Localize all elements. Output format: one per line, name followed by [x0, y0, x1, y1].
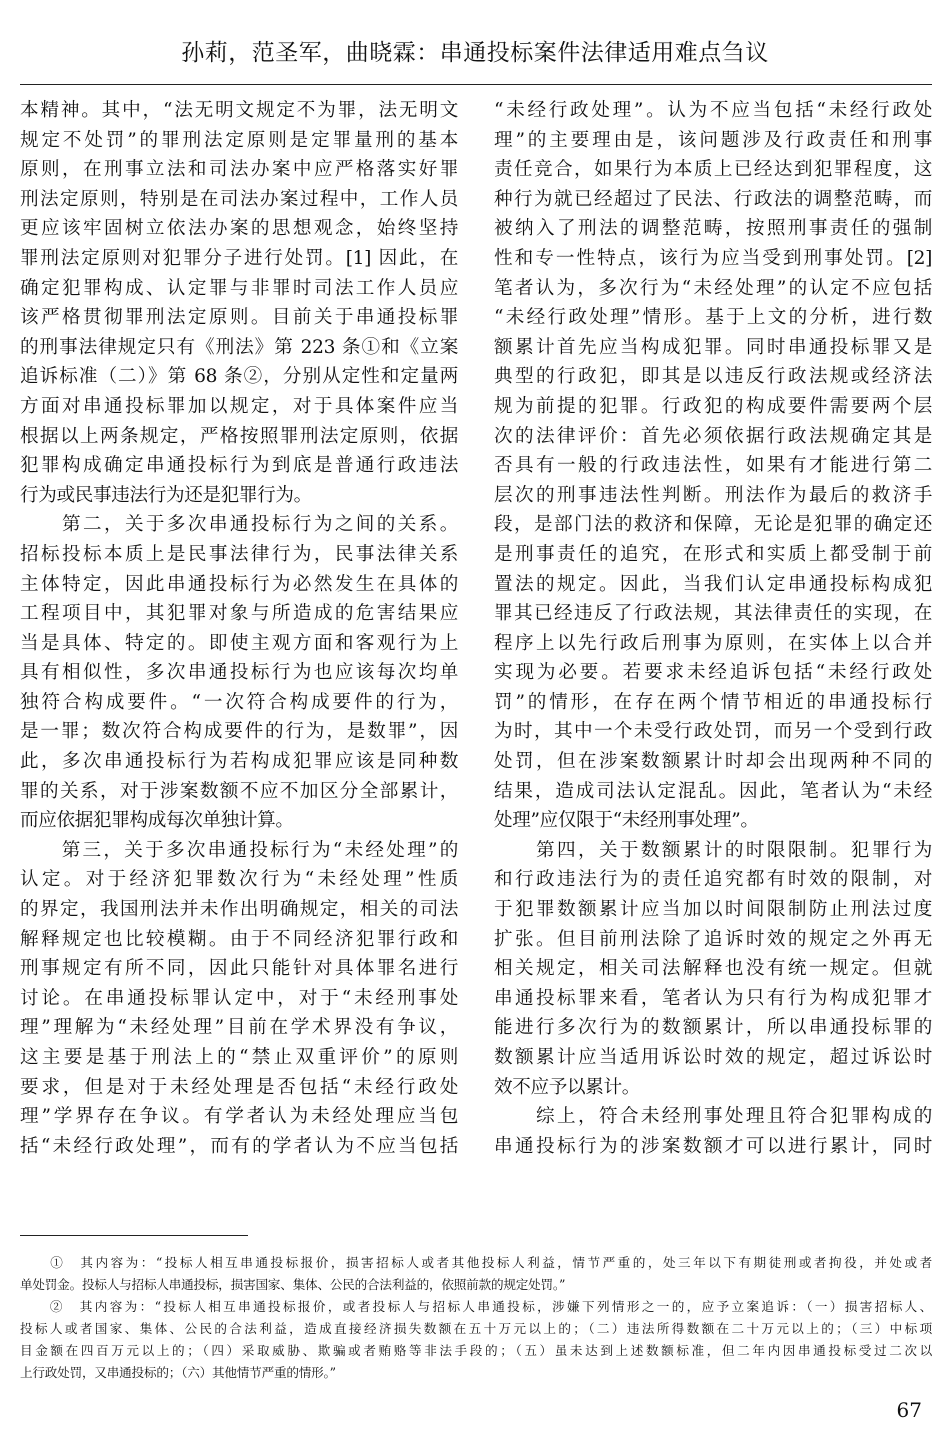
- text-line: 性和专一性特点，该行为应当受到刑事处罚。[2]: [494, 247, 932, 269]
- right-column: [494, 96, 932, 1214]
- text-line: 理”理解为“未经处理”目前在学术界没有争议，: [20, 1017, 458, 1039]
- text-line: 理”的主要理由是，该问题涉及行政责任和刑事: [494, 129, 932, 151]
- text-line: 追诉标准（二）》第 68 条②，分别从定性和定量两: [20, 366, 458, 388]
- text-line: 第二，关于多次串通投标行为之间的关系。: [20, 514, 458, 536]
- text-line: 要求，但是对于未经处理是否包括“未经行政处: [20, 1076, 458, 1098]
- text-line: 种行为就已经超过了民法、行政法的调整范畴，而: [494, 188, 932, 210]
- text-line: 典型的行政犯，即其是以违反行政法规或经济法: [494, 366, 932, 388]
- text-line: 串通投标罪来看，笔者认为只有行为构成犯罪才: [494, 987, 932, 1009]
- page-number: 67: [896, 1398, 922, 1422]
- text-line: 综上，符合未经刑事处理且符合犯罪构成的: [494, 1106, 932, 1128]
- text-line: 规为前提的犯罪。行政犯的构成要件需要两个层: [494, 395, 932, 417]
- footnotes: [20, 1252, 932, 1384]
- text-line: 效不应予以累计。: [494, 1076, 640, 1098]
- text-line: 笔者认为，多次行为“未经处理”的认定不应包括: [494, 277, 932, 299]
- text-line: 原则，在刑事立法和司法办案中应严格落实好罪: [20, 159, 458, 181]
- text-line: 于犯罪数额累计应当加以时间限制防止刑法过度: [494, 899, 932, 921]
- text-line: 和行政违法行为的责任追究都有时效的限制，对: [494, 869, 932, 891]
- text-line: 工程项目中，其犯罪对象与所造成的危害结果应: [20, 603, 458, 625]
- footnote-line: ② 其内容为：“投标人相互串通投标报价，或者投标人与招标人串通投标，涉嫌下列情形之一的，应予立案追诉：（一）损害招标人、: [20, 1299, 932, 1314]
- text-line: 确定犯罪构成、认定罪与非罪时司法工作人员应: [20, 277, 458, 299]
- text-line: 规定不处罚”的罪刑法定原则是定罪量刑的基本: [20, 129, 458, 151]
- text-line: 的刑事法律规定只有《刑法》第 223 条①和《立案: [20, 336, 458, 358]
- left-column: [20, 96, 458, 1214]
- footnote-separator: [20, 1235, 248, 1236]
- text-line: 第四，关于数额累计的时限限制。犯罪行为: [494, 839, 932, 861]
- text-line: 本精神。其中，“法无明文规定不为罪，法无明文: [20, 100, 458, 121]
- text-line: 罚”的情形，在存在两个情节相近的串通投标行: [494, 691, 932, 713]
- text-line: 数额累计应当适用诉讼时效的规定，超过诉讼时: [494, 1047, 932, 1068]
- text-line: 串通投标行为的涉案数额才可以进行累计，同时: [494, 1135, 932, 1157]
- text-line: 括“未经行政处理”，而有的学者认为不应当包括: [20, 1135, 458, 1157]
- text-line: 处理”应仅限于“未经刑事处理”。: [494, 810, 759, 832]
- text-line: 责任竞合，如果行为本质上已经达到犯罪程度，这: [494, 159, 932, 181]
- text-line: 程序上以先行政后刑事为原则，在实体上以合并: [494, 632, 932, 654]
- text-line: “未经行政处理”情形。基于上文的分析，进行数: [494, 307, 932, 329]
- text-line: 罪的关系，对于涉案数额不应不加区分全部累计，: [20, 780, 458, 802]
- footnote-line: 单处罚金。投标人与招标人串通投标，损害国家、集体、公民的合法利益的，依照前款的规定处罚。”: [20, 1277, 566, 1292]
- text-line: 行为或民事违法行为还是犯罪行为。: [20, 484, 312, 506]
- footnote-line: ① 其内容为：“投标人相互串通投标报价，损害招标人或者其他投标人利益，情节严重的，处三年以下有期徒刑或者拘役，并处或者: [20, 1255, 932, 1270]
- text-line: 相关规定，相关司法解释也没有统一规定。但就: [494, 958, 932, 980]
- text-line: 该严格贯彻罪刑法定原则。目前关于串通投标罪: [20, 307, 458, 329]
- text-line: 处罚，但在涉案数额累计时却会出现两种不同的: [494, 751, 932, 773]
- text-line: 更应该牢固树立依法办案的思想观念，始终坚持: [20, 218, 458, 240]
- text-line: 解释规定也比较模糊。由于不同经济犯罪行政和: [20, 928, 458, 950]
- text-line: 主体特定，因此串通投标行为必然发生在具体的: [20, 573, 458, 595]
- text-line: 罪其已经违反了行政法规，其法律责任的实现，在: [494, 603, 932, 625]
- text-line: 被纳入了刑法的调整范畴，按照刑事责任的强制: [494, 218, 932, 240]
- text-line: 而应依据犯罪构成每次单独计算。: [20, 810, 294, 832]
- text-line: 段，是部门法的救济和保障，无论是犯罪的确定还: [494, 514, 932, 536]
- footnote-line: 目金额在四百万元以上的；（四）采取威胁、欺骗或者贿赂等非法手段的；（五）虽未达到上述数额标准，但二年内因串通投标受过二次以: [20, 1343, 932, 1358]
- text-line: 当是具体、特定的。即使主观方面和客观行为上: [20, 632, 458, 654]
- text-line: 否具有一般的行政违法性，如果有才能进行第二: [494, 455, 932, 477]
- text-line: 实现为必要。若要求未经追诉包括“未经行政处: [494, 662, 932, 684]
- footnote-line: 投标人或者国家、集体、公民的合法利益，造成直接经济损失数额在五十万元以上的；（二）违法所得数额在二十万元以上的；（三）中标项: [20, 1321, 932, 1336]
- text-line: 结果，造成司法认定混乱。因此，笔者认为“未经: [494, 780, 932, 802]
- text-line: 能进行多次行为的数额累计，所以串通投标罪的: [494, 1017, 932, 1039]
- text-line: 扩张。但目前刑法除了追诉时效的规定之外再无: [494, 928, 932, 950]
- text-line: 讨论。在串通投标罪认定中，对于“未经刑事处: [20, 987, 458, 1009]
- text-line: 具有相似性，多次串通投标行为也应该每次均单: [20, 662, 458, 684]
- header-rule: [20, 84, 932, 85]
- text-line: 认定。对于经济犯罪数次行为“未经处理”性质: [20, 869, 458, 891]
- text-line: 为时，其中一个未受行政处罚，而另一个受到行政: [494, 721, 932, 743]
- text-line: 方面对串通投标罪加以规定，对于具体案件应当: [20, 395, 458, 417]
- text-line: 招标投标本质上是民事法律行为，民事法律关系: [20, 543, 458, 565]
- running-header: 孙莉，范圣军，曲晓霖：串通投标案件法律适用难点刍议: [181, 40, 769, 66]
- text-line: 刑事规定有所不同，因此只能针对具体罪名进行: [20, 958, 458, 980]
- text-line: 此，多次串通投标行为若构成犯罪应该是同种数: [20, 751, 458, 773]
- text-line: 是一罪；数次符合构成要件的行为，是数罪”，因: [20, 721, 458, 743]
- text-line: 的界定，我国刑法并未作出明确规定，相关的司法: [20, 899, 458, 921]
- text-line: 置法的规定。因此，当我们认定串通投标构成犯: [494, 573, 932, 595]
- text-line: 罪刑法定原则对犯罪分子进行处罚。[1] 因此，在: [20, 247, 458, 269]
- text-line: 这主要是基于刑法上的“禁止双重评价”的原则: [20, 1047, 458, 1068]
- text-line: 理”学界存在争议。有学者认为未经处理应当包: [20, 1106, 458, 1128]
- text-line: 次的法律评价：首先必须依据行政法规确定其是: [494, 425, 932, 447]
- text-line: 犯罪构成确定串通投标行为到底是普通行政违法: [20, 455, 458, 477]
- text-line: 根据以上两条规定，严格按照罪刑法定原则，依据: [20, 425, 458, 447]
- text-line: “未经行政处理”。认为不应当包括“未经行政处: [494, 100, 932, 121]
- footnote-line: 上行政处罚，又串通投标的；（六）其他情节严重的情形。”: [20, 1365, 336, 1380]
- text-line: 层次的刑事违法性判断。刑法作为最后的救济手: [494, 484, 932, 506]
- text-line: 第三，关于多次串通投标行为“未经处理”的: [20, 839, 458, 861]
- text-line: 独符合构成要件。“一次符合构成要件的行为，: [20, 691, 458, 713]
- text-line: 是刑事责任的追究，在形式和实质上都受制于前: [494, 543, 932, 565]
- text-line: 刑法定原则，特别是在司法办案过程中，工作人员: [20, 188, 458, 210]
- text-line: 额累计首先应当构成犯罪。同时串通投标罪又是: [494, 336, 932, 358]
